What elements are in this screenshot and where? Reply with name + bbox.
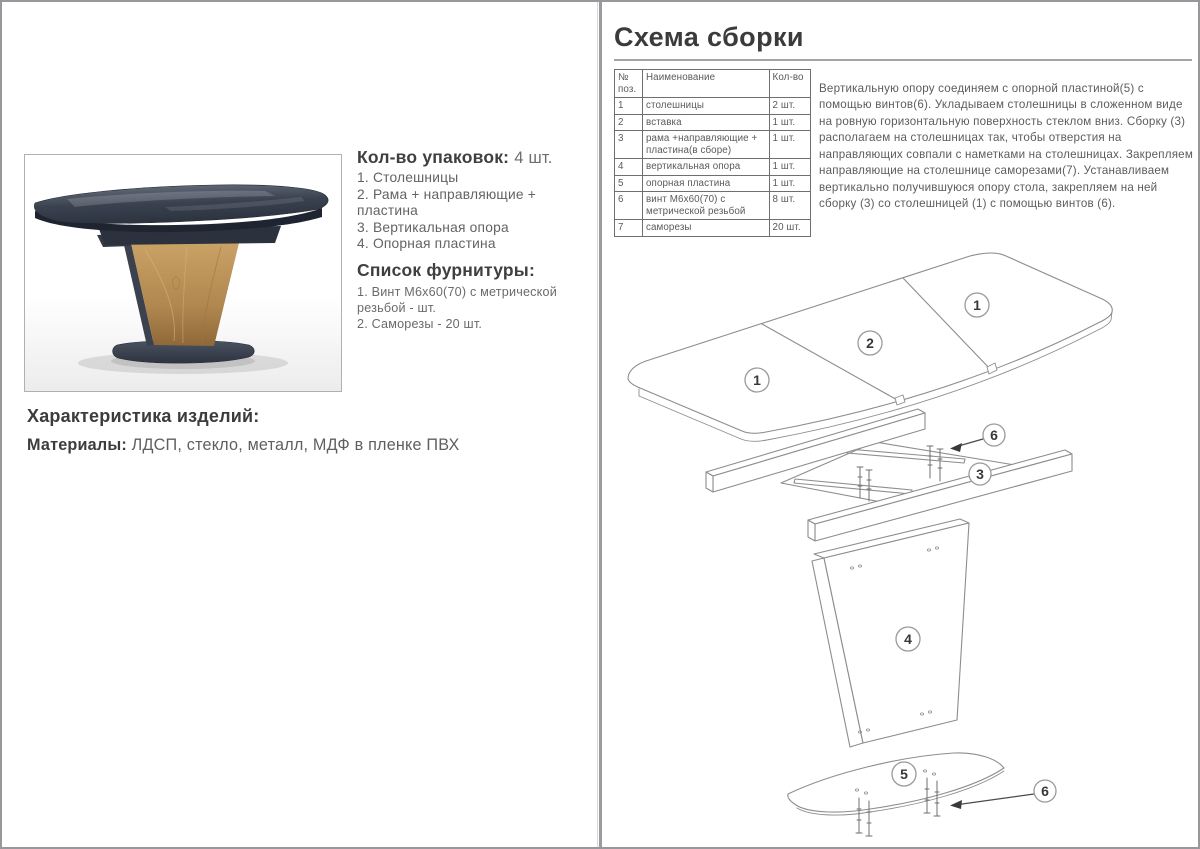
cell-qty: 1 шт. xyxy=(769,114,810,130)
svg-text:5: 5 xyxy=(900,766,908,782)
callout-insert xyxy=(858,331,882,355)
col-header-pos: № поз. xyxy=(615,70,643,98)
callout-support xyxy=(896,627,920,651)
svg-text:4: 4 xyxy=(904,631,912,647)
cell-name: винт М6х60(70) с метрической резьбой xyxy=(643,191,770,219)
cell-qty: 20 шт. xyxy=(769,220,810,236)
svg-text:3: 3 xyxy=(976,466,984,482)
parts-table-header-row xyxy=(615,70,811,98)
hardware-item: 1. Винт М6х60(70) с метрической резьбой - шт. xyxy=(357,285,557,316)
table-row xyxy=(615,114,811,130)
package-item: 1. Столешницы xyxy=(357,170,459,185)
hardware-heading: Список фурнитуры: xyxy=(357,260,535,280)
cell-pos: 6 xyxy=(615,191,643,219)
title-underline xyxy=(614,59,1192,61)
cell-name: саморезы xyxy=(643,220,770,236)
page-title: Схема сборки xyxy=(614,22,804,52)
packages-heading xyxy=(357,147,553,168)
characteristics-heading: Характеристика изделий: xyxy=(27,406,260,426)
cell-name: столешницы xyxy=(643,98,770,114)
hardware-list xyxy=(357,284,575,333)
svg-text:1: 1 xyxy=(753,372,761,388)
table-row xyxy=(615,175,811,191)
cell-pos: 5 xyxy=(615,175,643,191)
package-item: 3. Вертикальная опора xyxy=(357,219,509,235)
cell-qty: 8 шт. xyxy=(769,191,810,219)
cell-pos: 1 xyxy=(615,98,643,114)
cell-pos: 2 xyxy=(615,114,643,130)
materials-line xyxy=(27,436,460,455)
svg-text:2: 2 xyxy=(866,335,874,351)
package-item: 4. Опорная пластина xyxy=(357,236,496,251)
col-header-name: Наименование xyxy=(643,70,770,98)
table-row xyxy=(615,98,811,114)
callout-tabletop-left xyxy=(745,368,769,392)
assembly-diagram xyxy=(602,232,1200,849)
packages-value: 4 шт. xyxy=(514,149,553,167)
table-row xyxy=(615,191,811,219)
materials-value: ЛДСП, стекло, металл, МДФ в пленке ПВХ xyxy=(126,436,460,454)
cell-pos: 4 xyxy=(615,159,643,175)
product-photo xyxy=(25,155,341,391)
cell-qty: 1 шт. xyxy=(769,175,810,191)
table-row xyxy=(615,130,811,158)
cell-name: вставка xyxy=(643,114,770,130)
cell-name: вертикальная опора xyxy=(643,159,770,175)
cell-name: опорная пластина xyxy=(643,175,770,191)
svg-text:1: 1 xyxy=(973,297,981,313)
cell-name: рама +направляющие + пластина(в сборе) xyxy=(643,130,770,158)
package-list xyxy=(357,170,577,253)
product-photo-frame xyxy=(24,154,342,392)
package-item: 2. Рама + направляющие + пластина xyxy=(357,186,537,218)
parts-table xyxy=(614,69,811,237)
cell-pos: 3 xyxy=(615,130,643,158)
packages-label: Кол-во упаковок: xyxy=(357,147,510,167)
hardware-item: 2. Саморезы - 20 шт. xyxy=(357,317,483,332)
svg-text:6: 6 xyxy=(1041,783,1049,799)
cell-qty: 2 шт. xyxy=(769,98,810,114)
callout-bolts-upper xyxy=(983,424,1005,446)
col-header-qty: Кол-во xyxy=(769,70,810,98)
table-row xyxy=(615,159,811,175)
callout-frame xyxy=(969,463,991,485)
cell-qty: 1 шт. xyxy=(769,159,810,175)
cell-qty: 1 шт. xyxy=(769,130,810,158)
assembly-instructions: Вертикальную опору соединяем с опорной пластиной(5) с помощью винтов(6). Укладываем столешницы в сложенном виде на ровную горизонтальную поверхность стеклом вниз. Сборку (3) располагаем на столешницах так, чтобы отверстия на направляющих совпали с наметками на столешницах. Закрепляем направляющие на столешнице саморезами(7). Устанавливаем вертикально получившуюся опору стола, закрепляем на ней сборку (3) со столешницей (1) с помощью винтов (6). xyxy=(819,82,1193,211)
materials-label: Материалы: xyxy=(27,436,127,454)
cell-pos: 7 xyxy=(615,220,643,236)
svg-text:6: 6 xyxy=(990,427,998,443)
callout-plate xyxy=(892,762,916,786)
diagram-vertical-support xyxy=(812,519,969,747)
callout-bolts-lower xyxy=(1034,780,1056,802)
callout-tabletop-right xyxy=(965,293,989,317)
